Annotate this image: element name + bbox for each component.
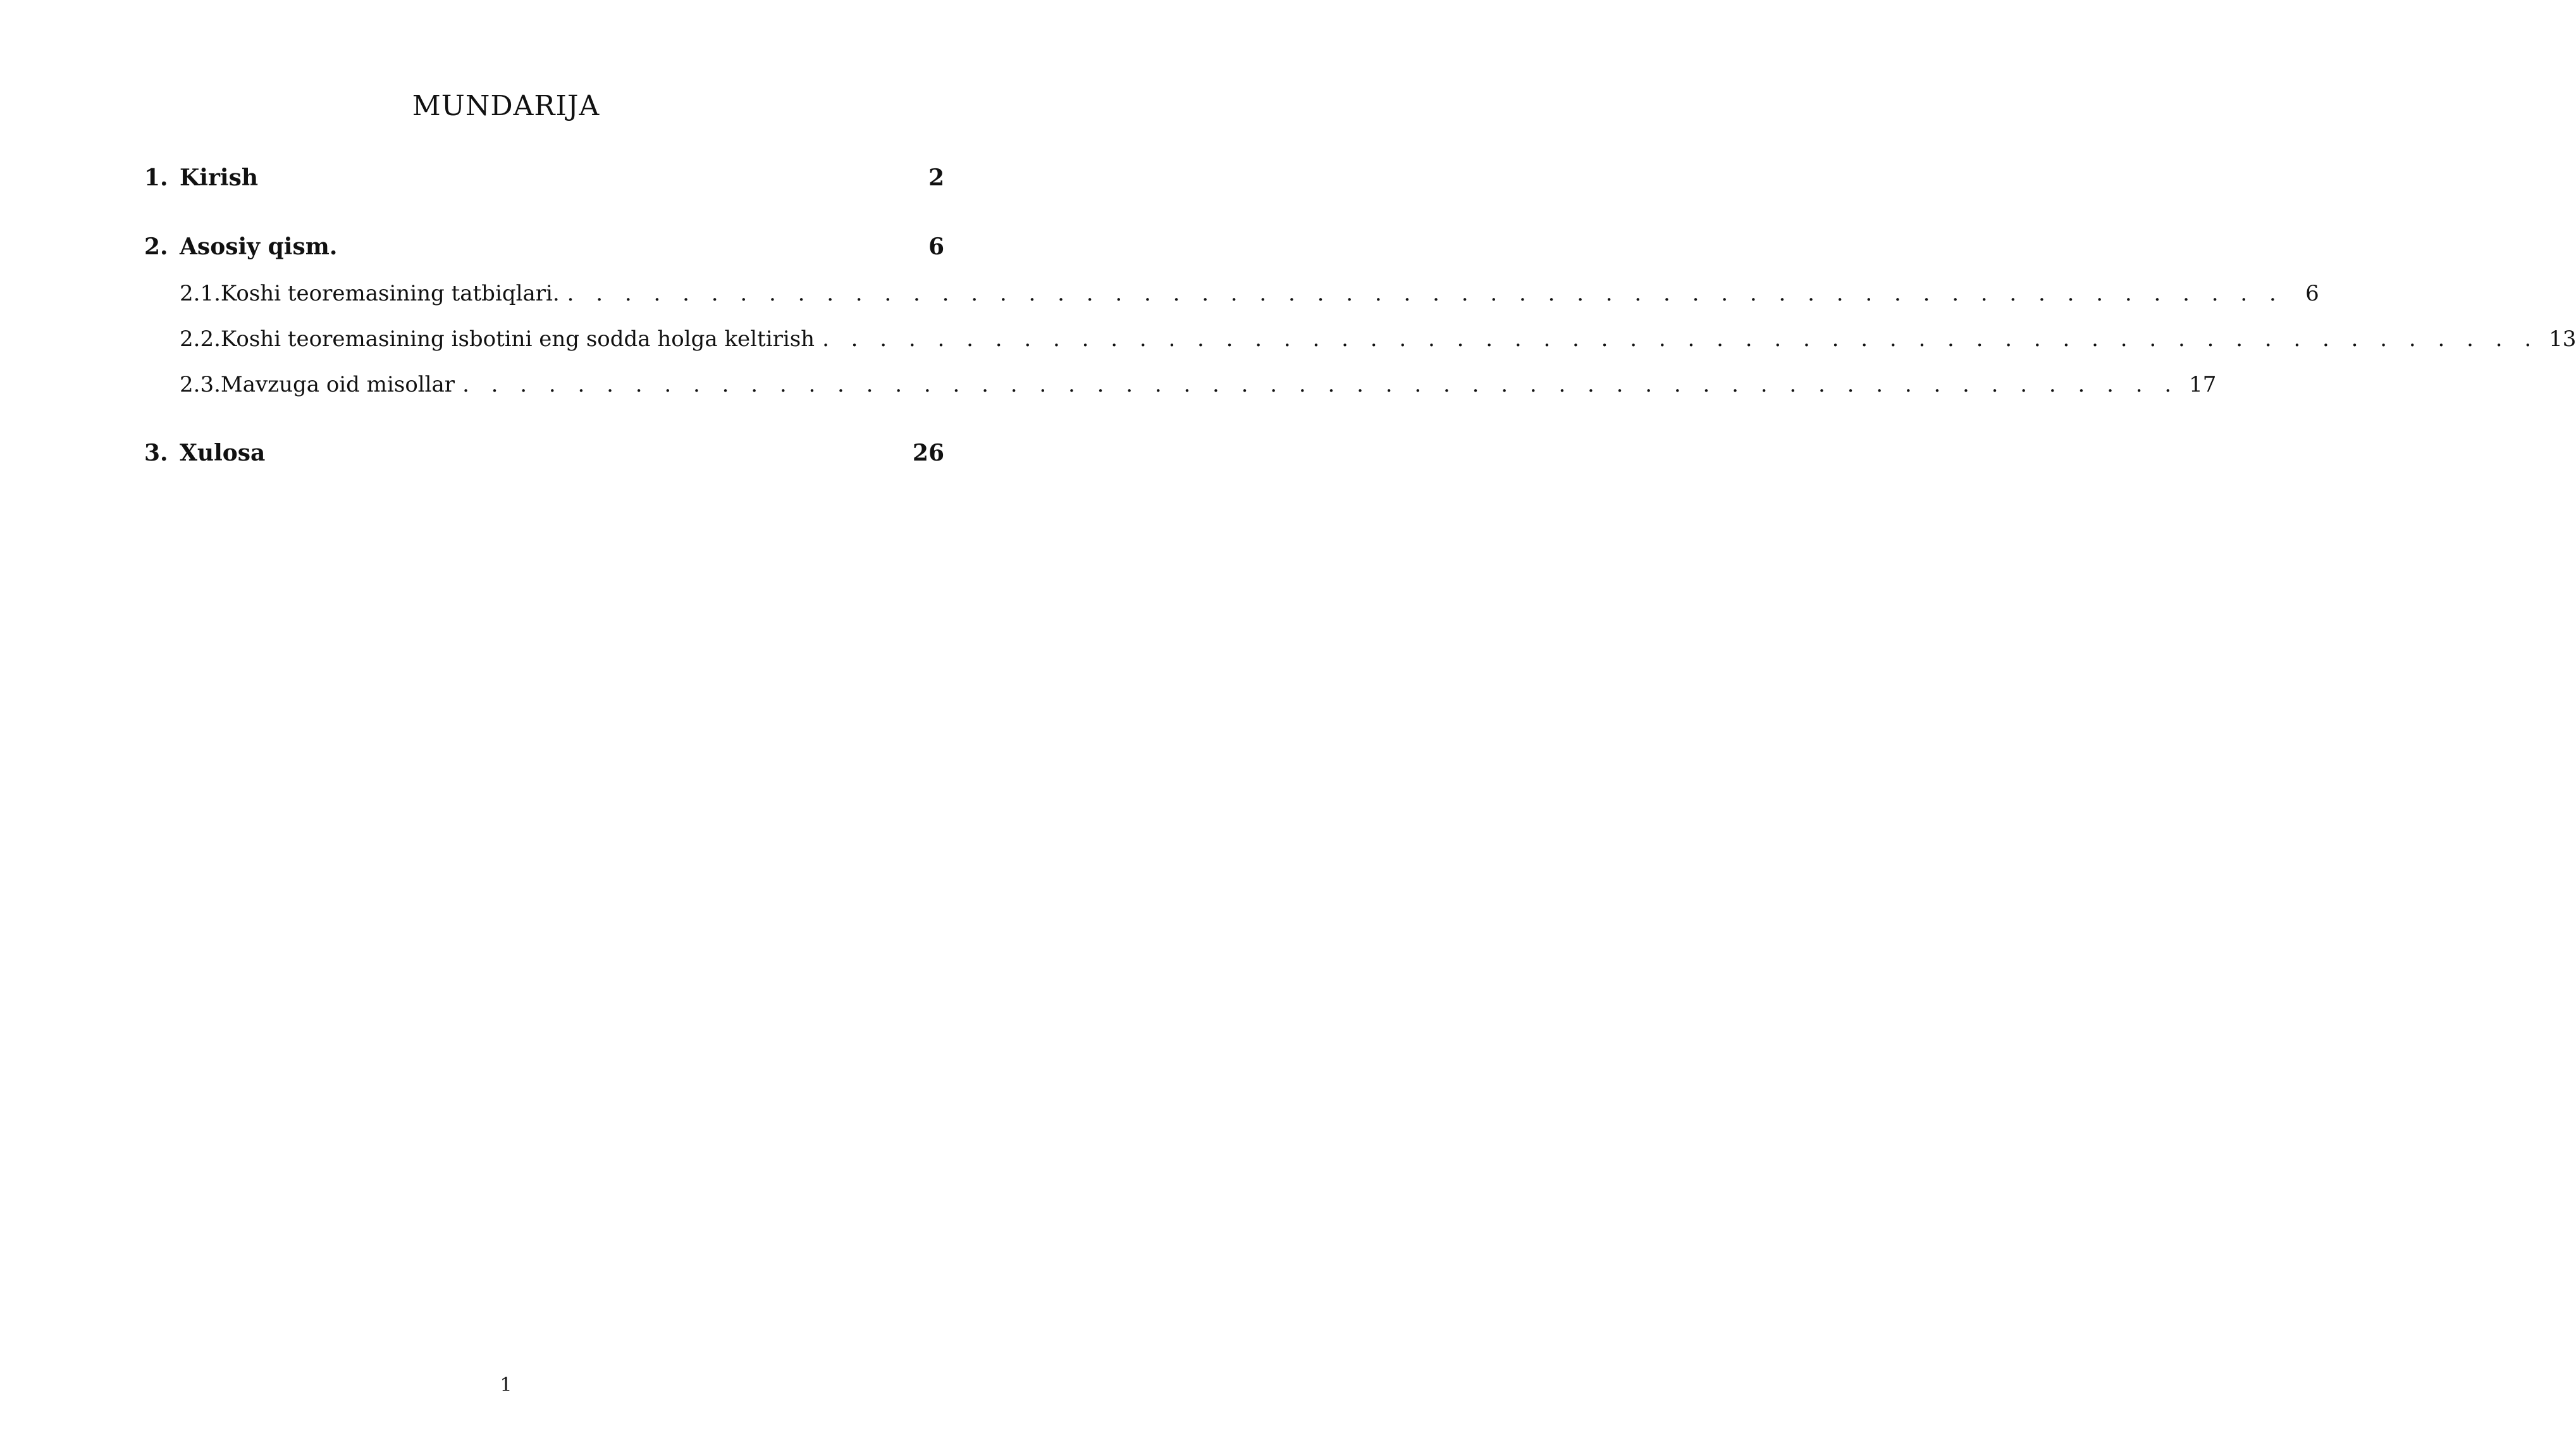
toc-entry-number: 2.: [144, 233, 168, 260]
toc-subentry-title: Koshi teoremasining tatbiqlari.: [220, 281, 560, 306]
toc-dot-leader: . . . . . . . . . . . . . . . . . . . . . . . . . . . . . . . . . . . . . . . . . . . . . . . . . . . . . . . . . . . .: [822, 326, 2539, 352]
toc-subentry-number: 2.3.: [180, 372, 221, 397]
toc-subentry-isbotini[interactable]: [180, 325, 2576, 353]
toc-entry-xulosa[interactable]: [144, 438, 944, 468]
toc-entry-kirish[interactable]: [144, 163, 944, 192]
toc-dot-leader: . . . . . . . . . . . . . . . . . . . . . . . . . . . . . . . . . . . . . . . . . . . . . . . . . . . . . . . . . . . .: [462, 372, 2179, 397]
toc-subentry-title: Mavzuga oid misollar: [220, 372, 455, 397]
toc-dot-leader: . . . . . . . . . . . . . . . . . . . . . . . . . . . . . . . . . . . . . . . . . . . . . . . . . . . . . . . . . . . .: [567, 281, 2284, 306]
toc-entry-page: 6: [928, 233, 944, 260]
toc-subentry-title: Koshi teoremasining isbotini eng sodda holga keltirish: [220, 326, 815, 352]
toc-entry-title: Kirish: [180, 164, 259, 191]
toc-subentry-tatbiqlari[interactable]: [180, 280, 2319, 307]
toc-subentry-page: 13: [2549, 326, 2576, 352]
toc-entry-page: 26: [912, 440, 944, 466]
toc-entry-number: 3.: [144, 440, 168, 466]
page-number: 1: [500, 1374, 512, 1396]
toc-subentry-number: 2.1.: [180, 281, 221, 306]
toc-entry-title: Asosiy qism.: [180, 233, 338, 260]
page-title: MUNDARIJA: [412, 90, 600, 122]
toc-subentry-page: 17: [2189, 372, 2217, 397]
toc-entry-page: 2: [928, 164, 944, 191]
toc-entry-title: Xulosa: [180, 440, 266, 466]
toc-subentry-page: 6: [2305, 281, 2319, 306]
toc-entry-asosiy-qism[interactable]: [144, 232, 944, 261]
toc-subentry-misollar[interactable]: [180, 371, 2217, 399]
table-of-contents: [144, 0, 2576, 569]
toc-entry-number: 1.: [144, 164, 168, 191]
toc-subentry-number: 2.2.: [180, 326, 221, 352]
